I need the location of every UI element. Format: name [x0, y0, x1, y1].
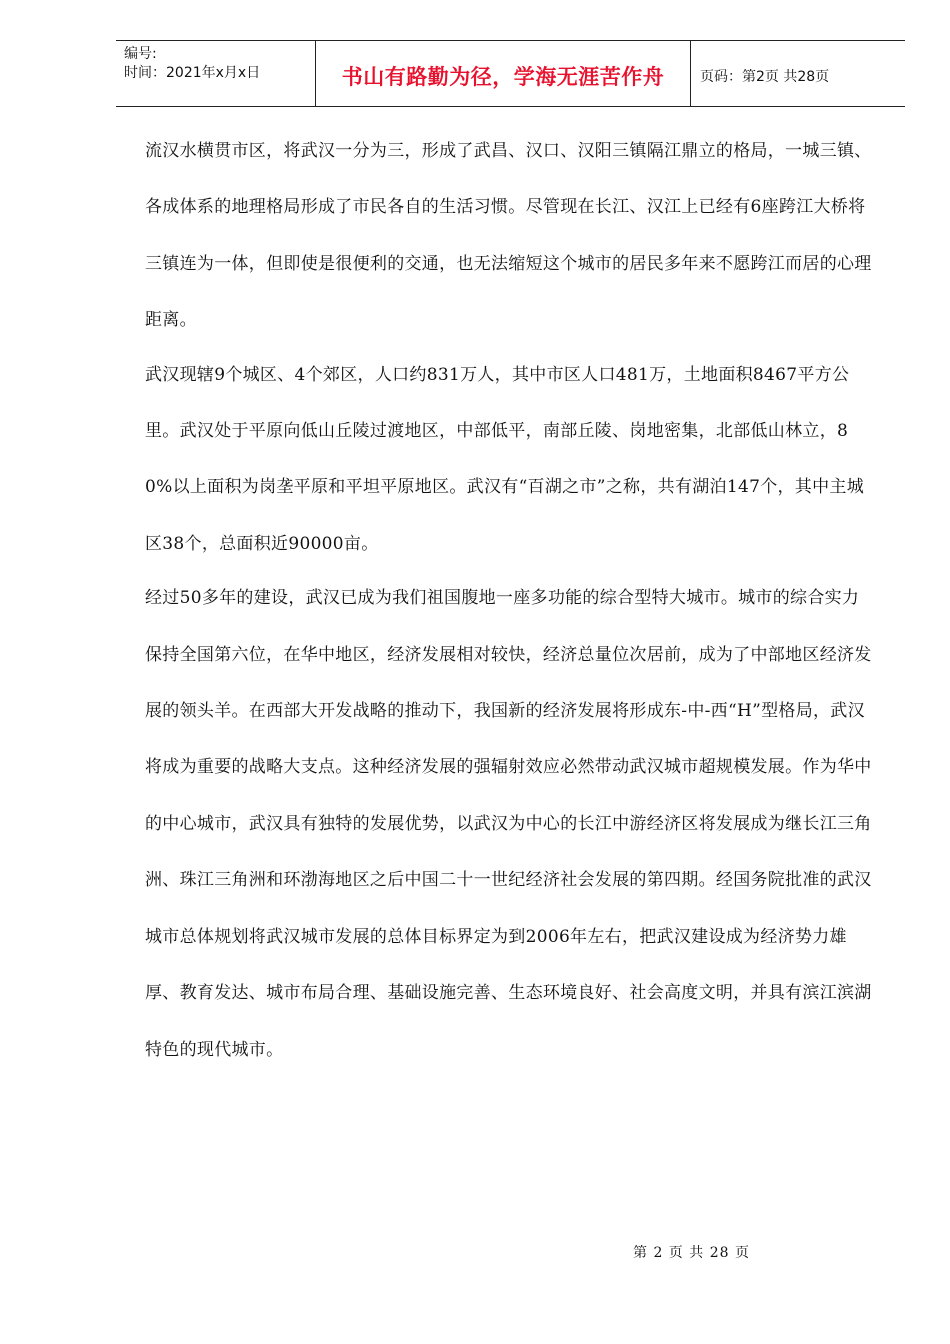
date-line: 时间：2021年x月x日: [124, 65, 261, 81]
header-page-info: 页码：第2页 共28页: [700, 68, 830, 85]
header-meta-cell: [116, 41, 316, 106]
page-header: [116, 40, 905, 107]
page-footer-number: 第 2 页 共 28 页: [633, 1245, 750, 1261]
paragraph-3: 经过50多年的建设，武汉已成为我们祖国腹地一座多功能的综合型特大城市。城市的综合实力保持全国第六位，在华中地区，经济发展相对较快，经济总量位次居前，成为了中部地区经济发展的领头羊。在西部大开发战略的推动下，我国新的经济发展将形成东-中-西“H”型格局，武汉将成为重要的战略大支点。这种经济发展的强辐射效应必然带动武汉城市超规模发展。作为华中的中心城市，武汉具有独特的发展优势，以武汉为中心的长江中游经济区将发展成为继长江三角洲、珠江三角洲和环渤海地区之后中国二十一世纪经济社会发展的第四期。经国务院批准的武汉城市总体规划将武汉城市发展的总体目标界定为到2006年左右，把武汉建设成为经济势力雄厚、教育发达、城市布局合理、基础设施完善、生态环境良好、社会高度文明，并具有滨江滨湖特色的现代城市。: [145, 588, 872, 1060]
paragraph-1: 流汉水横贯市区，将武汉一分为三，形成了武昌、汉口、汉阳三镇隔江鼎立的格局，一城三镇、各成体系的地理格局形成了市民各自的生活习惯。尽管现在长江、汉江上已经有6座跨江大桥将三镇连为一体，但即使是很便利的交通，也无法缩短这个城市的居民多年来不愿跨江而居的心理距离。: [145, 141, 872, 331]
serial-number-label: 编号:: [124, 46, 157, 62]
header-motto: 书山有路勤为径，学海无涯苦作舟: [316, 41, 691, 106]
paragraph-2: 武汉现辖9个城区、4个郊区，人口约831万人，其中市区人口481万，土地面积8467平方公里。武汉处于平原向低山丘陵过渡地区，中部低平，南部丘陵、岗地密集，北部低山林立，80%以上面积为岗垄平原和平坦平原地区。武汉有“百湖之市”之称，共有湖泊147个，其中主城区38个，总面积近90000亩。: [145, 364, 864, 554]
body-text: [145, 123, 875, 1078]
